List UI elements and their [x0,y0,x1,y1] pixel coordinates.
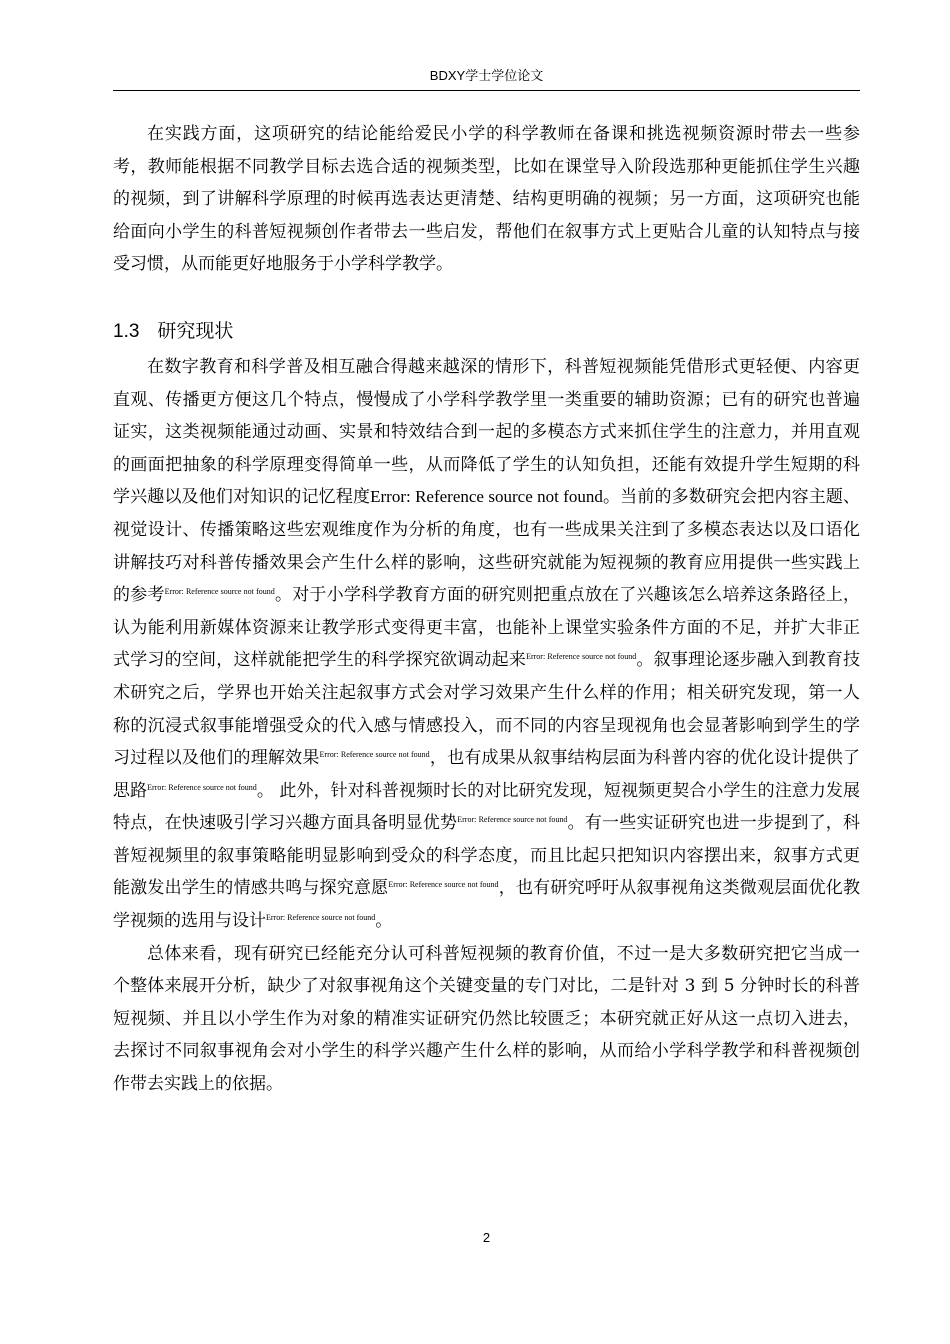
status-sentence-6: 。 此外，针对科普视频时长的对比研究发现，短视频更契合小学生的注意力发展特点，在快速吸引学习兴趣方面具备明显优势 [113,780,861,834]
page-number: 2 [482,1230,491,1245]
citation-error: Error: Reference source not found [388,880,499,890]
status-sentence-3: 。对于小学科学教育方面的研究则把重点放在了兴趣该怎么培养这条路径上，认为能利用新媒体资源来让教学形式变得更丰富，也能补上课堂实验条件方面的不足，并扩大非正式学习的空间，这样就能把学生的科学探究欲调动起来 [113,585,860,671]
reference-error: Error: Reference source not found [370,487,603,507]
practice-paragraph: 在实践方面，这项研究的结论能给爱民小学的科学教师在备课和挑选视频资源时带去一些参考，教师能根据不同教学目标去选合适的视频类型，比如在课堂导入阶段选那种更能抓住学生兴趣的视频，到了讲解科学原理的时候再选表达更清楚、结构更明确的视频；另一方面，这项研究也能给面向小学生的科普短视频创作者带去一些启发，帮他们在叙事方式上更贴合儿童的认知特点与接受习惯，从而能更好地服务于小学科学教学。 [113,124,860,275]
status-sentence-8: ，也有研究呼吁从叙事视角这类微观层面优化教学视频的选用与设计 [113,878,861,932]
citation-error: Error: Reference source not found [147,782,257,792]
citation-error: Error: Reference source not found [164,587,275,597]
status-sentence-2: 。当前的多数研究会把内容主题、视觉设计、传播策略这些宏观维度作为分析的角度，也有一些成果关注到了多模态表达以及口语化讲解技巧对科普传播效果会产生什么样的影响，这些研究就能为短视频的教育应用提供一些实践上的参考 [113,487,861,606]
summary-paragraph: 总体来看，现有研究已经能充分认可科普短视频的教育价值，不过一是大多数研究把它当成一个整体来展开分析，缺少了对叙事视角这个关键变量的专门对比，二是针对 3 到 5 分钟时长的科普短视频、并且以小学生作为对象的精准实证研究仍然比较匮乏；本研究就正好从这一点切入进去，去探讨不同叙事视角会对小学生的科学兴趣产生什么样的影响，从而给小学科学教学和科普视频创作带去实践上的依据。 [113,943,860,1095]
citation-error: Error: Reference source not found [266,913,376,923]
status-paragraph [113,351,860,938]
status-sentence-1: 在数字教育和科学普及相互融合得越来越深的情形下，科普短视频能凭借形式更轻便、内容更直观、传播更方便这几个特点，慢慢成了小学科学教学里一类重要的辅助资源；已有的研究也普遍证实，这类视频能通过动画、实景和特效结合到一起的多模态方式来抓住学生的注意力，并用直观的画面把抽象的科学原理变得简单一些，从而降低了学生的认知负担，还能有效提升学生短期的科学兴趣以及他们对知识的记忆程度 [113,356,860,508]
status-sentence-9: 。 [375,911,393,932]
status-sentence-4: 。叙事理论逐步融入到教育技术研究之后，学界也开始关注起叙事方式会对学习效果产生什么样的作用；相关研究发现，第一人称的沉浸式叙事能增强受众的代入感与情感投入，而不同的内容呈现视角也会显著影响到学生的学习过程以及他们的理解效果 [113,650,860,769]
status-sentence-5: ，也有成果从叙事结构层面为科普内容的优化设计提供了思路 [113,748,860,801]
citation-error: Error: Reference source not found [526,652,637,662]
section-number: 1.3 [113,320,140,342]
section-title: 研究现状 [157,319,234,342]
status-sentence-7: 。有一些实证研究也进一步提到了，科普短视频里的叙事策略能明显影响到受众的科学态度，而且比起只把知识内容摆出来，叙事方式更能激发出学生的情感共鸣与探究意愿 [113,813,860,899]
section-heading [113,315,860,348]
citation-error: Error: Reference source not found [319,750,430,760]
header-rule [113,90,860,91]
citation-error: Error: Reference source not found [457,815,568,825]
running-header: BDXY学士学位论文 [429,68,544,83]
page-body [113,118,860,1101]
